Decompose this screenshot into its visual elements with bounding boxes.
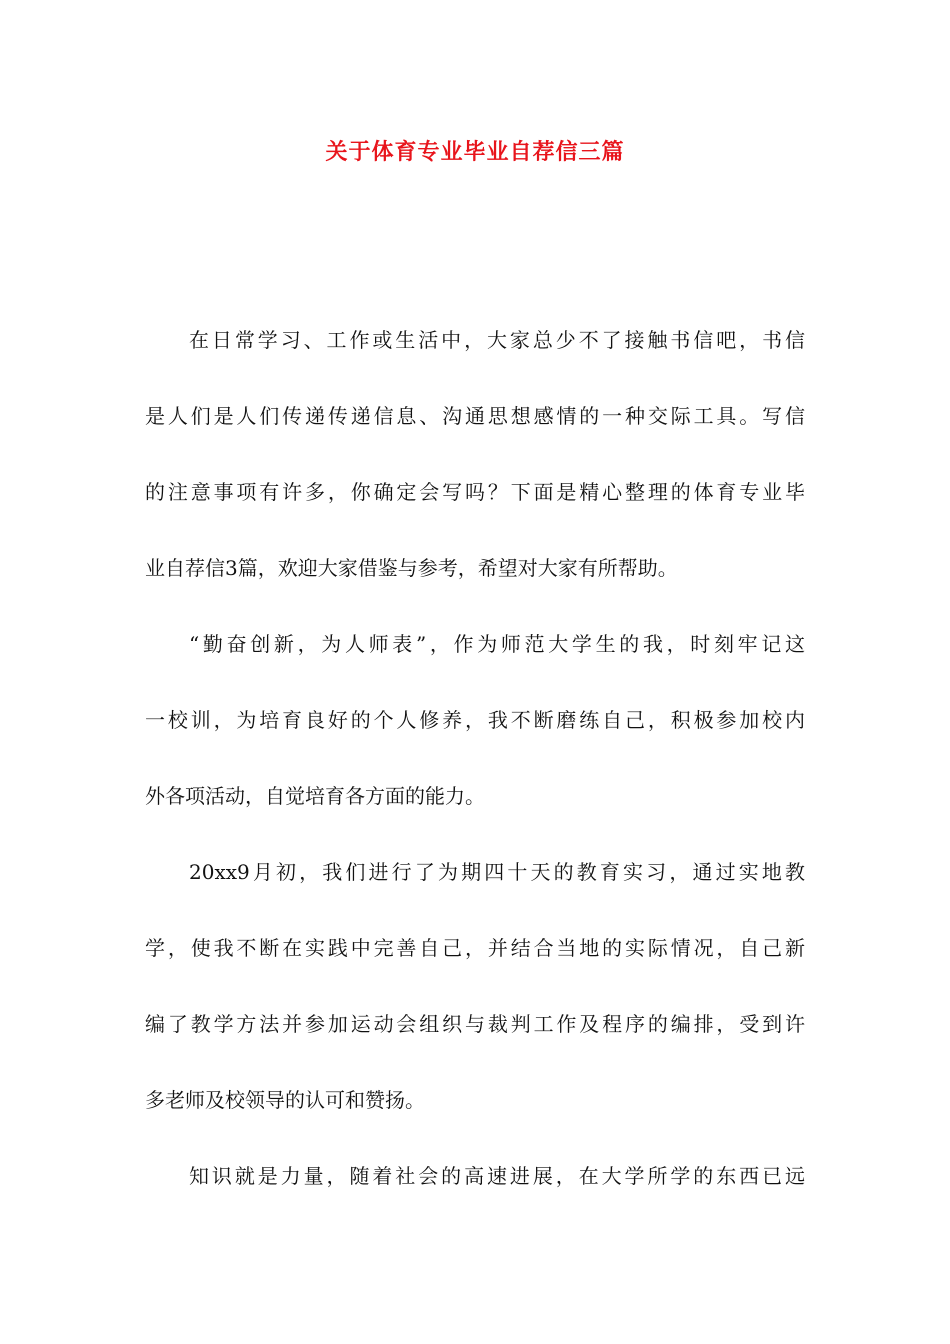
text-line: 知识就是力量，随着社会的高速进展，在大学所学的东西已远 xyxy=(189,1164,805,1188)
paragraph xyxy=(145,625,805,815)
text-line: 学，使我不断在实践中完善自己，并结合当地的实际情况，自己新 xyxy=(145,936,805,960)
document-body xyxy=(145,321,805,1233)
text-line: “勤奋创新，为人师表”，作为师范大学生的我，时刻牢记这 xyxy=(189,632,805,656)
text-line: 外各项活动，自觉培育各方面的能力。 xyxy=(145,784,485,808)
paragraph xyxy=(145,321,805,587)
document-title: 关于体育专业毕业自荐信三篇 xyxy=(325,140,625,165)
paragraph xyxy=(145,853,805,1119)
text-line: 编了教学方法并参加运动会组织与裁判工作及程序的编排，受到许 xyxy=(145,1012,805,1036)
text-line: 的注意事项有许多，你确定会写吗？下面是精心整理的体育专业毕 xyxy=(145,480,805,504)
text-line: 业自荐信3篇，欢迎大家借鉴与参考，希望对大家有所帮助。 xyxy=(145,556,678,580)
paragraph xyxy=(145,1157,805,1195)
text-line: 多老师及校领导的认可和赞扬。 xyxy=(145,1088,425,1112)
text-line: 一校训，为培育良好的个人修养，我不断磨练自己，积极参加校内 xyxy=(145,708,805,732)
text-line: 20xx9月初，我们进行了为期四十天的教育实习，通过实地教 xyxy=(189,860,805,884)
text-line: 是人们是人们传递传递信息、沟通思想感情的一种交际工具。写信 xyxy=(145,404,805,428)
text-line: 在日常学习、工作或生活中，大家总少不了接触书信吧，书信 xyxy=(189,328,805,352)
